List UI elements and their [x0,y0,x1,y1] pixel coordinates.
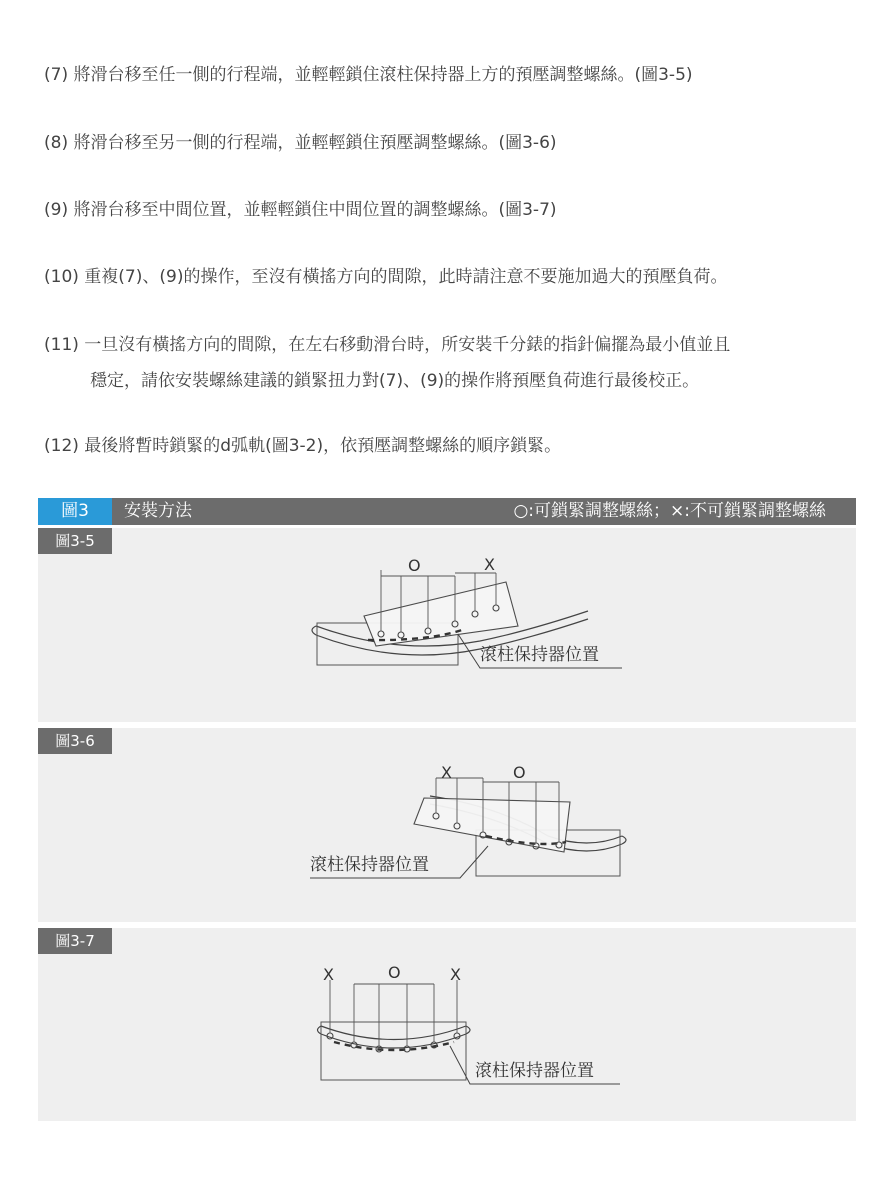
panel-tag: 圖3-7 [38,928,112,954]
panel-tag: 圖3-5 [38,528,112,554]
step-11-continuation: 穩定，請依安裝螺絲建議的鎖緊扭力對(7)、(9)的操作將預壓負荷進行最後校正。 [90,371,700,391]
diagram-fig-3-7 [38,928,856,1121]
mark-x-left: X [323,965,334,984]
diagram-fig-3-5 [38,528,856,722]
diagram-fig-3-6 [38,728,856,922]
step-7: (7) 將滑台移至任一側的行程端，並輕輕鎖住滾柱保持器上方的預壓調整螺絲。(圖3-5) [44,65,693,85]
panel-fig-3-7 [38,928,856,1121]
mark-o: O [513,763,526,782]
step-10: (10) 重複(7)、(9)的操作，至沒有橫搖方向的間隙，此時請注意不要施加過大的預壓負荷。 [44,267,728,287]
caption-roller-retainer: 滾柱保持器位置 [480,645,599,665]
figure-badge: 圖3 [38,498,112,525]
mark-o: O [388,963,401,982]
panel-fig-3-6 [38,728,856,922]
step-8: (8) 將滑台移至另一側的行程端，並輕輕鎖住預壓調整螺絲。(圖3-6) [44,133,557,153]
mark-x-right: X [450,965,461,984]
step-11: (11) 一旦沒有橫搖方向的間隙，在左右移動滑台時，所安裝千分錶的指針偏擺為最小值並且 穩定，請依安裝螺絲建議的鎖緊扭力對(7)、(9)的操作將預壓負荷進行最後校正。 [44,327,844,399]
caption-roller-retainer: 滾柱保持器位置 [310,855,429,875]
step-9: (9) 將滑台移至中間位置，並輕輕鎖住中間位置的調整螺絲。(圖3-7) [44,200,557,220]
figure-legend: ○:可鎖緊調整螺絲；×:不可鎖緊調整螺絲 [513,501,826,521]
mark-x: X [441,763,452,782]
caption-roller-retainer: 滾柱保持器位置 [475,1061,594,1081]
mark-x: X [484,555,495,574]
figure-title: 安裝方法 [124,501,192,521]
figure-header [38,498,856,525]
mark-o: O [408,556,421,575]
step-12: (12) 最後將暫時鎖緊的d弧軌(圖3-2)，依預壓調整螺絲的順序鎖緊。 [44,436,562,456]
panel-tag: 圖3-6 [38,728,112,754]
panel-fig-3-5 [38,528,856,722]
